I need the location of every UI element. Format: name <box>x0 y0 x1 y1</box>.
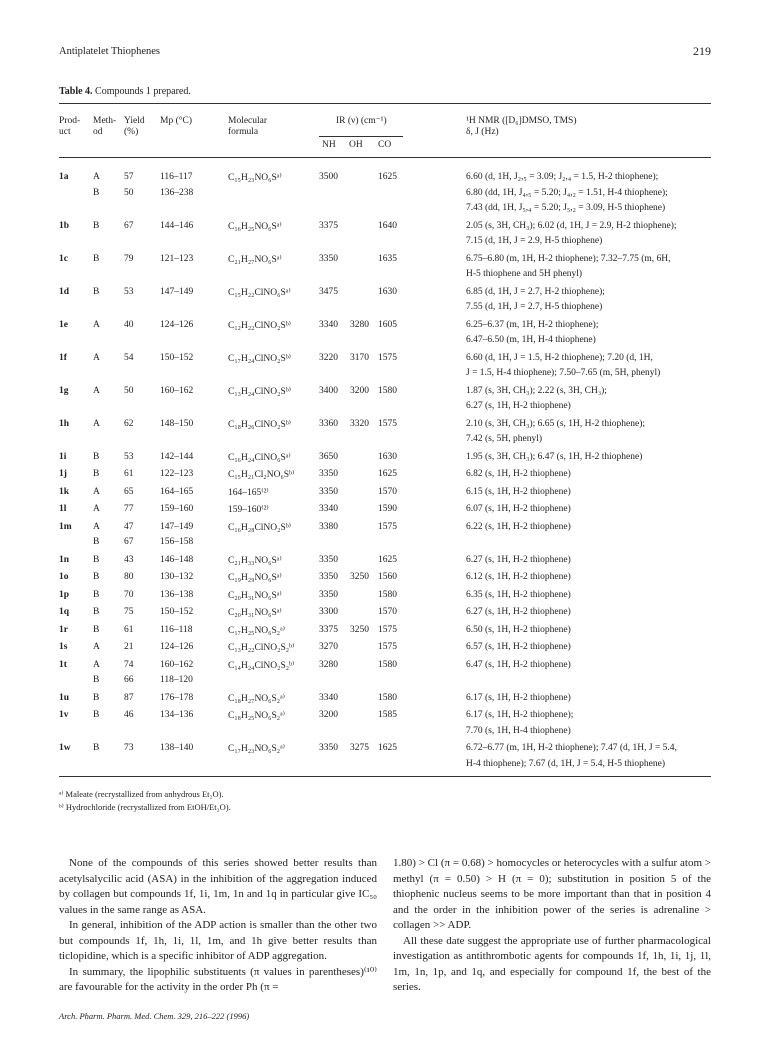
cell-nmr: 7.43 (dd, 1H, J₅,₄ = 5.20; J₅,₂ = 3.09, H-5 thiophene) <box>466 203 666 213</box>
cell-nmr: 6.22 (s, 1H, H-2 thiophene) <box>466 521 571 532</box>
table-row <box>0 675 768 691</box>
cell-nmr: 7.55 (d, 1H, J = 2.7, H-5 thiophene) <box>466 302 603 312</box>
cell-ir-co: 1635 <box>378 253 397 264</box>
cell-ir-co: 1560 <box>378 572 397 582</box>
cell-ir-nh: 3200 <box>319 710 338 720</box>
cell-method: B <box>93 286 100 297</box>
cell-ir-nh: 3350 <box>319 589 338 600</box>
cell-formula: C₁₇H₂₅NO₆S₂ᵃ⁾ <box>228 625 286 636</box>
cell-nmr: 6.27 (s, 1H, H-2 thiophene) <box>466 607 571 617</box>
cell-ir-co: 1590 <box>378 504 397 514</box>
cell-ir-co: 1570 <box>378 486 397 497</box>
cell-product: 1h <box>59 418 70 429</box>
cell-method: A <box>93 486 100 497</box>
table-row <box>0 254 768 270</box>
cell-nmr: J = 1.5, H-4 thiophene); 7.50–7.65 (m, 5H, phenyl) <box>466 368 661 378</box>
cell-nmr: 6.57 (s, 1H, H-2 thiophene) <box>466 642 571 652</box>
cell-formula: C₂₀H₃₁NO₆Sᵃ⁾ <box>228 590 282 601</box>
cell-method: A <box>93 172 100 182</box>
cell-ir-nh: 3400 <box>319 385 338 396</box>
cell-nmr: 6.12 (s, 1H, H-2 thiophene) <box>466 572 571 582</box>
cell-ir-nh: 3350 <box>319 253 338 264</box>
cell-method: B <box>93 624 100 635</box>
cell-nmr: 2.10 (s, 3H, CH₃); 6.65 (s, 1H, H-2 thiophene); <box>466 418 646 429</box>
table-row <box>0 743 768 759</box>
cell-nmr: 6.27 (s, 1H, H-2 thiophene) <box>466 554 571 565</box>
cell-method: A <box>93 385 100 396</box>
cell-ir-co: 1625 <box>378 743 397 753</box>
cell-ir-nh: 3350 <box>319 469 338 479</box>
cell-ir-nh: 3340 <box>319 504 338 514</box>
cell-ir-nh: 3475 <box>319 286 338 297</box>
cell-product: 1a <box>59 172 69 182</box>
cell-formula: C₁₈H₂₅NO₆S₂ᵃ⁾ <box>228 711 286 721</box>
cell-ir-nh: 3350 <box>319 554 338 565</box>
cell-nmr: 7.15 (d, 1H, J = 2.9, H-5 thiophene) <box>466 236 603 246</box>
cell-ir-nh: 3350 <box>319 572 338 582</box>
cell-yield: 67 <box>124 220 134 231</box>
cell-nmr: 2.05 (s, 3H, CH₃); 6.02 (d, 1H, J = 2.9, H-2 thiophene); <box>466 220 677 231</box>
header-formula: Molecular formula <box>228 116 268 137</box>
body-column-left <box>59 856 377 996</box>
cell-method: B <box>93 743 100 753</box>
header-method: Meth- od <box>93 116 117 137</box>
cell-nmr: 6.27 (s, 1H, H-2 thiophene) <box>466 401 571 411</box>
cell-ir-oh: 3250 <box>350 624 369 635</box>
body-paragraph: None of the compounds of this series showed better results than acetylsalycilic acid (ASA) in the inhibition of the aggregation induced by collagen but compounds 1f, 1i, 1m, 1n and 1q in particular give IC₅₀ values in the same range as ASA. <box>59 857 377 916</box>
table-row <box>0 401 768 417</box>
table-row <box>0 537 768 553</box>
cell-nmr: 6.25–6.37 (m, 1H, H-2 thiophene); <box>466 319 599 330</box>
cell-ir-nh: 3280 <box>319 659 338 670</box>
cell-ir-nh: 3350 <box>319 486 338 497</box>
cell-formula: C₁₆H₂₅NO₆Sᵃ⁾ <box>228 221 282 232</box>
cell-formula: C₁₄H₂₄ClNO₂S₂ᵇ⁾ <box>228 660 295 671</box>
cell-ir-co: 1580 <box>378 589 397 600</box>
footnote-b: ᵇ⁾ Hydrochloride (recrystallized from EtOH/Et₂O). <box>59 802 231 812</box>
cell-method: A <box>93 352 100 363</box>
cell-method: B <box>93 537 100 547</box>
cell-ir-co: 1625 <box>378 172 397 182</box>
table-row <box>0 203 768 219</box>
cell-method: A <box>93 659 100 670</box>
cell-ir-nh: 3375 <box>319 624 338 635</box>
cell-mp: 176–178 <box>160 692 194 703</box>
table-row <box>0 287 768 303</box>
cell-ir-oh: 3280 <box>350 319 369 330</box>
table-row <box>0 236 768 252</box>
table-row <box>0 522 768 538</box>
cell-yield: 70 <box>124 589 134 600</box>
cell-ir-nh: 3360 <box>319 418 338 429</box>
cell-yield: 65 <box>124 486 134 497</box>
cell-ir-nh: 3340 <box>319 319 338 330</box>
cell-yield: 53 <box>124 451 134 462</box>
table-row <box>0 504 768 520</box>
cell-nmr: 6.85 (d, 1H, J = 2.7, H-2 thiophene); <box>466 286 605 297</box>
cell-formula: C₁₆H₂₄ClNO₆Sᵃ⁾ <box>228 452 291 463</box>
cell-formula: C₂₀H₃₁NO₆Sᵃ⁾ <box>228 608 282 618</box>
cell-ir-co: 1580 <box>378 659 397 670</box>
cell-method: B <box>93 692 100 703</box>
cell-mp: 122–123 <box>160 469 194 479</box>
header-prod: Prod- uct <box>59 116 81 137</box>
cell-nmr: 6.60 (d, 1H, J = 1.5, H-2 thiophene); 7.20 (d, 1H, <box>466 352 653 363</box>
cell-mp: 156–158 <box>160 537 194 547</box>
cell-yield: 43 <box>124 554 134 565</box>
cell-formula: C₂₁H₃₃NO₆Sᵃ⁾ <box>228 555 282 566</box>
cell-mp: 159–160 <box>160 504 194 514</box>
cell-product: 1r <box>59 624 68 635</box>
cell-mp: 146–148 <box>160 554 194 565</box>
cell-ir-co: 1575 <box>378 352 397 363</box>
table-row <box>0 660 768 676</box>
cell-nmr: 6.72–6.77 (m, 1H, H-2 thiophene); 7.47 (d, 1H, J = 5.4, <box>466 743 677 753</box>
table-row <box>0 172 768 188</box>
table-row <box>0 221 768 237</box>
cell-product: 1c <box>59 253 68 264</box>
header-yield: Yield (%) <box>124 116 145 137</box>
cell-method: B <box>93 253 100 264</box>
cell-yield: 47 <box>124 521 134 532</box>
table-row <box>0 572 768 588</box>
cell-mp: 116–117 <box>160 172 193 182</box>
cell-mp: 136–238 <box>160 187 194 198</box>
cell-mp: 134–136 <box>160 710 194 720</box>
cell-yield: 67 <box>124 537 134 547</box>
table-row <box>0 386 768 402</box>
table-row <box>0 452 768 468</box>
cell-product: 1m <box>59 521 72 532</box>
table-caption-label: Table 4. <box>59 86 93 97</box>
cell-formula: C₁₅H₂₃NO₆Sᵃ⁾ <box>228 173 282 183</box>
table-row <box>0 368 768 384</box>
cell-product: 1p <box>59 589 70 600</box>
cell-ir-co: 1630 <box>378 451 397 462</box>
cell-mp: 147–149 <box>160 521 194 532</box>
cell-ir-nh: 3300 <box>319 607 338 617</box>
cell-method: A <box>93 319 100 330</box>
cell-nmr: 6.50 (s, 1H, H-2 thiophene) <box>466 624 571 635</box>
cell-product: 1o <box>59 572 69 582</box>
cell-ir-co: 1575 <box>378 624 397 635</box>
cell-mp: 124–126 <box>160 319 194 330</box>
cell-formula: 159–160⁽²⁾ <box>228 505 269 515</box>
cell-ir-co: 1575 <box>378 521 397 532</box>
cell-product: 1n <box>59 554 70 565</box>
cell-mp: 138–140 <box>160 743 194 753</box>
cell-yield: 61 <box>124 624 134 635</box>
cell-nmr: 7.42 (s, 5H, phenyl) <box>466 434 542 444</box>
header-nh: NH <box>322 140 336 150</box>
cell-formula: C₁₉H₂₉NO₆Sᵃ⁾ <box>228 573 282 583</box>
cell-product: 1d <box>59 286 70 297</box>
table-row <box>0 434 768 450</box>
cell-nmr: 1.95 (s, 3H, CH₃); 6.47 (s, 1H, H-2 thiophene) <box>466 451 643 462</box>
cell-method: A <box>93 642 100 652</box>
cell-yield: 80 <box>124 572 134 582</box>
cell-yield: 73 <box>124 743 134 753</box>
cell-ir-oh: 3250 <box>350 572 369 582</box>
body-paragraph: In general, inhibition of the ADP action is smaller than the other two but compounds 1f, 1h, 1i, 1l, 1m, and 1h give better results than ticlopidine, which is a specific inhibitor of ADP aggregation. <box>59 919 377 962</box>
cell-mp: 150–152 <box>160 607 194 617</box>
cell-yield: 75 <box>124 607 134 617</box>
cell-product: 1l <box>59 504 67 514</box>
cell-formula: C₁₆H₂₈ClNO₂Sᵇ⁾ <box>228 522 292 533</box>
cell-method: B <box>93 589 100 600</box>
cell-ir-co: 1625 <box>378 554 397 565</box>
header-mp: Mp (°C) <box>160 116 193 126</box>
cell-mp: 130–132 <box>160 572 194 582</box>
cell-product: 1s <box>59 642 68 652</box>
body-paragraph: In summary, the lipophilic substituents (π values in parentheses)⁽¹⁰⁾ are favourable for the activity in the order Ph (π = <box>59 965 377 993</box>
cell-ir-co: 1575 <box>378 642 397 652</box>
table-top-rule <box>59 103 711 104</box>
cell-method: A <box>93 504 100 514</box>
cell-nmr: 1.87 (s, 3H, CH₃); 2.22 (s, 3H, CH₃); <box>466 385 607 396</box>
body-column-right <box>393 856 711 996</box>
cell-formula: C₁₇H₂₃NO₆S₂ᵃ⁾ <box>228 744 286 754</box>
table-row <box>0 693 768 709</box>
cell-method: B <box>93 554 100 565</box>
cell-yield: 53 <box>124 286 134 297</box>
cell-ir-nh: 3350 <box>319 743 338 753</box>
cell-nmr: H-4 thiophene); 7.67 (d, 1H, J = 5.4, H-5 thiophene) <box>466 758 666 769</box>
cell-mp: 147–149 <box>160 286 194 297</box>
cell-ir-nh: 3220 <box>319 352 338 363</box>
table-row <box>0 469 768 485</box>
cell-mp: 116–118 <box>160 624 193 635</box>
header-co: CO <box>378 140 392 150</box>
table-row <box>0 335 768 351</box>
cell-ir-oh: 3320 <box>350 418 369 429</box>
cell-mp: 121–123 <box>160 253 194 264</box>
cell-method: A <box>93 521 100 532</box>
page-number: 219 <box>693 44 711 58</box>
cell-yield: 79 <box>124 253 134 264</box>
cell-ir-co: 1580 <box>378 385 397 396</box>
cell-ir-co: 1585 <box>378 710 397 720</box>
cell-product: 1k <box>59 486 70 497</box>
cell-mp: 142–144 <box>160 451 194 462</box>
cell-product: 1g <box>59 385 69 396</box>
cell-method: B <box>93 451 100 462</box>
cell-formula: C₁₃H₂₂ClNO₂S₂ᵇ⁾ <box>228 643 295 653</box>
cell-ir-oh: 3200 <box>350 385 369 396</box>
cell-method: B <box>93 710 100 720</box>
cell-ir-co: 1630 <box>378 286 397 297</box>
cell-product: 1u <box>59 692 70 703</box>
cell-ir-co: 1570 <box>378 607 397 617</box>
cell-nmr: 6.75–6.80 (m, 1H, H-2 thiophene); 7.32–7.75 (m, 6H, <box>466 253 671 264</box>
header-oh: OH <box>349 140 363 150</box>
cell-formula: 164–165⁽²⁾ <box>228 487 269 498</box>
header-ir: IR (ν) (cm⁻¹) <box>336 116 387 126</box>
cell-formula: C₁₅H₂₁Cl₂NO₆Sᵇ⁾ <box>228 470 295 480</box>
cell-product: 1t <box>59 659 67 670</box>
cell-method: B <box>93 607 100 617</box>
cell-mp: 136–138 <box>160 589 194 600</box>
cell-ir-nh: 3270 <box>319 642 338 652</box>
cell-mp: 144–146 <box>160 220 194 231</box>
table-caption-text: Compounds 1 prepared. <box>95 86 191 97</box>
cell-yield: 61 <box>124 469 134 479</box>
table-row <box>0 710 768 726</box>
cell-nmr: 6.80 (dd, 1H, J₄,₅ = 5.20; J₄,₂ = 1.51, H-4 thiophene); <box>466 187 668 198</box>
table-row <box>0 759 768 775</box>
cell-ir-nh: 3375 <box>319 220 338 231</box>
cell-mp: 118–120 <box>160 675 193 685</box>
table-row <box>0 607 768 623</box>
cell-yield: 40 <box>124 319 134 330</box>
cell-method: B <box>93 220 100 231</box>
cell-ir-nh: 3650 <box>319 451 338 462</box>
cell-product: 1f <box>59 352 67 363</box>
journal-footer: Arch. Pharm. Pharm. Med. Chem. 329, 216–222 (1996) <box>59 1011 250 1021</box>
ir-subheader-rule <box>319 136 403 137</box>
cell-product: 1q <box>59 607 70 617</box>
table-row <box>0 419 768 435</box>
cell-nmr: 6.47 (s, 1H, H-2 thiophene) <box>466 659 571 670</box>
table-row <box>0 302 768 318</box>
cell-formula: C₁₈H₂₇NO₆S₂ᵃ⁾ <box>228 693 286 704</box>
cell-ir-co: 1640 <box>378 220 397 231</box>
cell-ir-nh: 3380 <box>319 521 338 532</box>
cell-yield: 66 <box>124 675 134 685</box>
cell-ir-co: 1625 <box>378 469 397 479</box>
table-row <box>0 642 768 658</box>
body-paragraph: All these date suggest the appropriate use of further pharmacological investigation as antithrombotic agents for compounds 1f, 1h, 1i, 1j, 1l, 1m, 1n, 1p, and 1q, and especially for compound 1f, the best of the series. <box>393 934 711 993</box>
cell-yield: 50 <box>124 385 134 396</box>
cell-product: 1i <box>59 451 67 462</box>
cell-ir-co: 1580 <box>378 692 397 703</box>
cell-mp: 124–126 <box>160 642 194 652</box>
table-row <box>0 625 768 641</box>
cell-nmr: 6.47–6.50 (m, 1H, H-4 thiophene) <box>466 335 596 345</box>
cell-nmr: 6.15 (s, 1H, H-2 thiophene) <box>466 486 571 497</box>
cell-product: 1j <box>59 469 67 479</box>
cell-yield: 77 <box>124 504 134 514</box>
cell-ir-co: 1575 <box>378 418 397 429</box>
cell-product: 1b <box>59 220 70 231</box>
cell-ir-co: 1605 <box>378 319 397 330</box>
cell-mp: 164–165 <box>160 486 194 497</box>
cell-yield: 62 <box>124 418 134 429</box>
cell-product: 1e <box>59 319 68 330</box>
cell-method: A <box>93 418 100 429</box>
cell-ir-oh: 3170 <box>350 352 369 363</box>
header-nmr: ¹H NMR ([D₆]DMSO, TMS) δ, J (Hz) <box>466 116 577 137</box>
cell-nmr: 6.17 (s, 1H, H-2 thiophene); <box>466 710 574 720</box>
cell-method: B <box>93 675 100 685</box>
cell-formula: C₁₇H₂₄ClNO₂Sᵇ⁾ <box>228 353 292 364</box>
cell-formula: C₁₂H₂₂ClNO₂Sᵇ⁾ <box>228 320 292 331</box>
cell-nmr: 6.82 (s, 1H, H-2 thiophene) <box>466 469 571 479</box>
table-caption <box>59 86 191 97</box>
table-row <box>0 188 768 204</box>
cell-formula: C₁₅H₂₂ClNO₆Sᵃ⁾ <box>228 287 291 298</box>
cell-yield: 74 <box>124 659 134 670</box>
cell-method: B <box>93 187 100 198</box>
cell-yield: 87 <box>124 692 134 703</box>
table-row <box>0 269 768 285</box>
body-paragraph: 1.80) > Cl (π = 0.68) > homocycles or heterocycles with a sulfur atom > methyl (π = 0.50) > H (π = 0); substitution in position 5 of the thiophenic nucleus seems to be more important than that in position 4 and the order in the inhibition power of the series is adrenaline > collagen >> ADP. <box>393 857 711 931</box>
table-row <box>0 320 768 336</box>
cell-nmr: 6.60 (d, 1H, J₂,₅ = 3.09; J₂,₄ = 1.5, H-2 thiophene); <box>466 172 659 182</box>
cell-yield: 50 <box>124 187 134 198</box>
cell-ir-nh: 3500 <box>319 172 338 182</box>
table-row <box>0 555 768 571</box>
cell-yield: 21 <box>124 642 134 652</box>
cell-nmr: 7.70 (s, 1H, H-4 thiophene) <box>466 725 571 736</box>
cell-formula: C₂₁H₂₇NO₆Sᵃ⁾ <box>228 254 282 265</box>
cell-yield: 46 <box>124 710 134 720</box>
cell-yield: 57 <box>124 172 134 182</box>
cell-formula: C₁₃H₂₄ClNO₂Sᵇ⁾ <box>228 386 292 397</box>
cell-nmr: 6.17 (s, 1H, H-2 thiophene) <box>466 692 571 703</box>
cell-product: 1w <box>59 743 71 753</box>
cell-mp: 160–162 <box>160 385 194 396</box>
cell-ir-oh: 3275 <box>350 743 369 753</box>
footnote-a: ᵃ⁾ Maleate (recrystallized from anhydrous Et₂O). <box>59 789 224 799</box>
cell-mp: 148–150 <box>160 418 194 429</box>
cell-method: B <box>93 572 100 582</box>
running-head-title: Antiplatelet Thiophenes <box>59 46 160 57</box>
cell-formula: C₁₈H₂₆ClNO₂Sᵇ⁾ <box>228 419 292 430</box>
table-header-rule <box>59 157 711 158</box>
table-row <box>0 353 768 369</box>
table-row <box>0 487 768 503</box>
cell-mp: 160–162 <box>160 659 194 670</box>
cell-ir-nh: 3340 <box>319 692 338 703</box>
cell-method: B <box>93 469 100 479</box>
cell-nmr: 6.35 (s, 1H, H-2 thiophene) <box>466 589 571 600</box>
table-row <box>0 590 768 606</box>
cell-mp: 150–152 <box>160 352 194 363</box>
table-row <box>0 726 768 742</box>
cell-yield: 54 <box>124 352 134 363</box>
table-bottom-rule <box>59 776 711 777</box>
cell-nmr: 6.07 (s, 1H, H-2 thiophene) <box>466 504 571 514</box>
cell-product: 1v <box>59 710 69 720</box>
cell-nmr: H-5 thiophene and 5H phenyl) <box>466 269 583 279</box>
